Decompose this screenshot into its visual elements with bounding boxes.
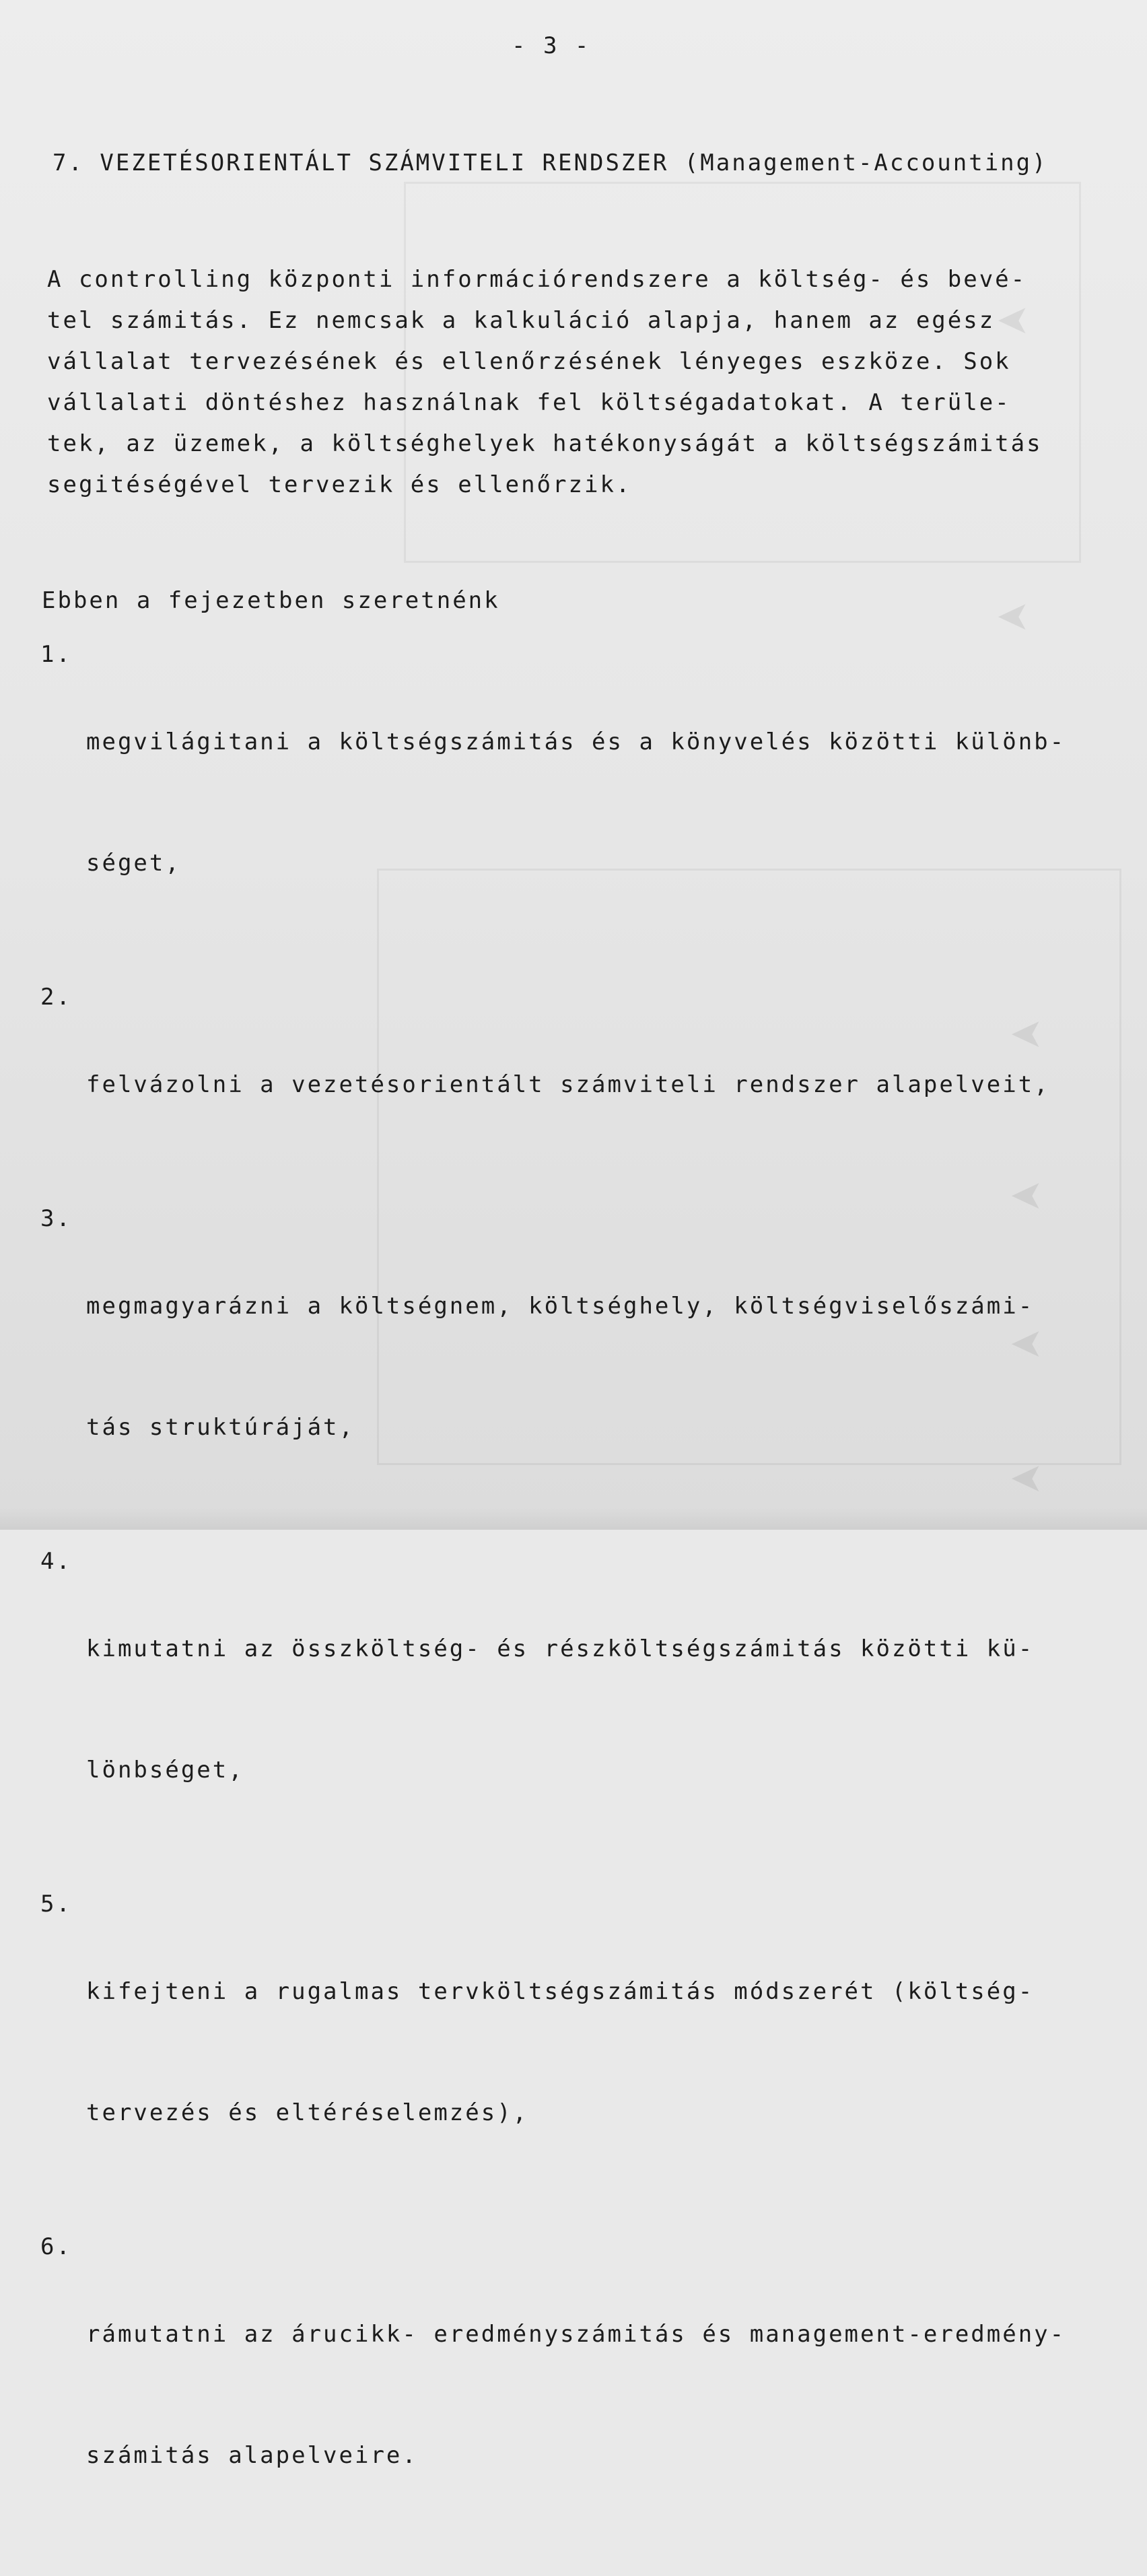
list-item-line: tás struktúráját, (86, 1414, 355, 1441)
list-item-text (86, 641, 1117, 964)
list-item-line: megvilágitani a költségszámitás és a könyvelés közötti különb- (86, 728, 1066, 755)
objectives-list (40, 641, 1117, 2576)
list-item-number: 6. (40, 2233, 72, 2260)
bleed-through-arrow-1: ➤ (996, 297, 1031, 342)
paragraph-line: vállalati döntéshez használnak fel költségadatokat. A terüle- (47, 389, 1011, 416)
bleed-through-arrow-6: ➤ (1010, 1455, 1044, 1500)
list-item-line: séget, (86, 850, 181, 877)
list-item-text (86, 984, 1117, 1186)
bleed-through-arrow-2: ➤ (996, 593, 1031, 638)
list-item-line: rámutatni az árucikk- eredményszámitás és management-eredmény- (86, 2321, 1066, 2348)
list-item (40, 1548, 1117, 1871)
list-item (40, 641, 1117, 964)
list-item-number: 5. (40, 1891, 72, 1918)
page-bottom-shadow (0, 1507, 1147, 1530)
paragraph-line: tek, az üzemek, a költséghelyek hatékonyságát a költségszámitás (47, 430, 1043, 457)
list-item-line: kimutatni az összköltség- és részköltségszámitás közötti kü- (86, 1635, 1035, 1662)
list-item-line: kifejteni a rugalmas tervköltségszámitás módszerét (költség- (86, 1978, 1035, 2005)
list-item-text (86, 1205, 1117, 1528)
list-item-line: megmagyarázni a költségnem, költséghely, költségviselőszámi- (86, 1293, 1035, 1320)
list-item-number: 1. (40, 641, 72, 668)
bleed-through-arrow-5: ➤ (1010, 1320, 1044, 1365)
paragraph-line: vállalat tervezésének és ellenőrzésének lényeges eszköze. Sok (47, 348, 1011, 375)
page-number: - 3 - (512, 32, 591, 59)
list-item (40, 1891, 1117, 2214)
list-item (40, 984, 1117, 1186)
paragraph-line: segitéségével tervezik és ellenőrzik. (47, 471, 632, 498)
bleed-through-arrow-3: ➤ (1010, 1011, 1044, 1056)
chapter-title: 7. VEZETÉSORIENTÁLT SZÁMVITELI RENDSZER (Management-Accounting) (53, 149, 1048, 176)
paragraph-line: tel számitás. Ez nemcsak a kalkuláció alapja, hanem az egész (47, 307, 996, 334)
list-item-text (86, 1548, 1117, 1871)
paragraph-line: A controlling központi információrendszere a költség- és bevé- (47, 266, 1027, 293)
list-item-line: felvázolni a vezetésorientált számviteli rendszer alapelveit, (86, 1071, 1050, 1098)
list-item (40, 2233, 1117, 2556)
list-item-line: lönbséget, (86, 1757, 244, 1784)
list-item-text (86, 2233, 1117, 2556)
list-item-text (86, 1891, 1117, 2214)
list-item-line: számitás alapelveire. (86, 2442, 418, 2469)
list-item-number: 3. (40, 1205, 72, 1232)
bleed-through-arrow-4: ➤ (1010, 1172, 1044, 1217)
list-intro: Ebben a fejezetben szeretnénk (42, 587, 500, 614)
intro-paragraph (47, 259, 1097, 506)
list-item-number: 2. (40, 984, 72, 1011)
list-item (40, 1205, 1117, 1528)
list-item-number: 4. (40, 1548, 72, 1575)
list-item-line: tervezés és eltéréselemzés), (86, 2099, 529, 2126)
